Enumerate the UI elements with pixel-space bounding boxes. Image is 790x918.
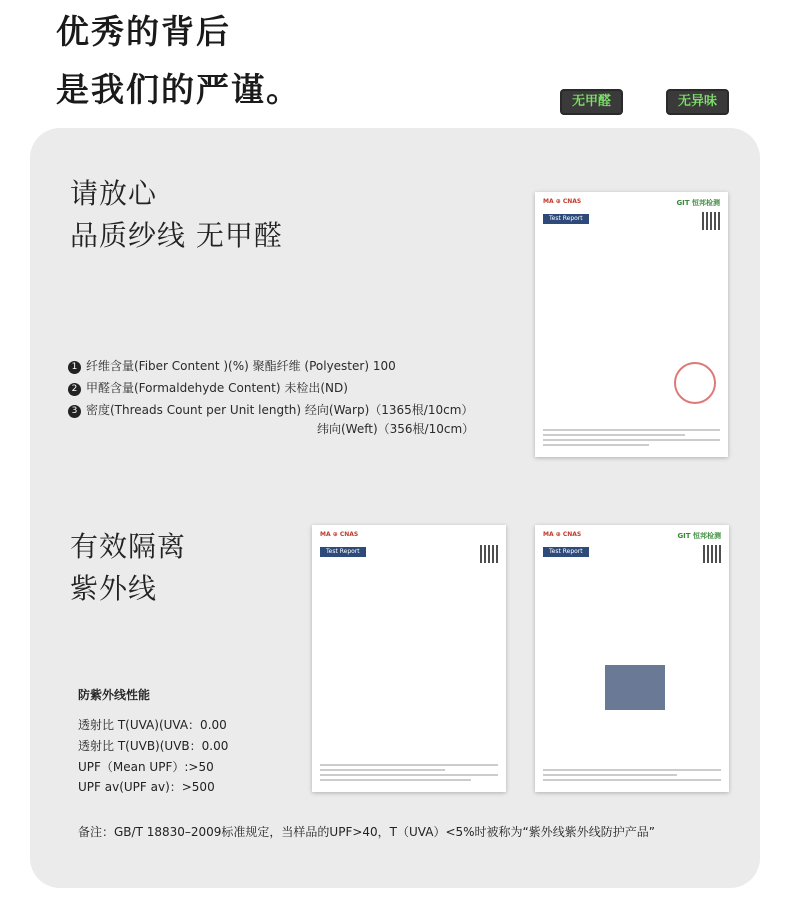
spec-item-3 — [68, 401, 473, 418]
doc-text-lines — [543, 766, 721, 784]
section1-title-1: 请放心 — [70, 177, 158, 210]
red-seal-icon — [674, 362, 716, 404]
spec-item-3-text: 密度(Threads Count per Unit length) 经向(Warp)（1365根/10cm） — [86, 403, 474, 417]
spec-item-1-text: 纤维含量(Fiber Content )(%) 聚酯纤维 (Polyester) 100 — [86, 359, 396, 373]
section2-title-1: 有效隔离 — [70, 530, 187, 563]
hero-line-2: 是我们的严谨。 — [56, 70, 301, 109]
fabric-sample-photo — [605, 665, 665, 710]
test-report-doc-1 — [535, 192, 728, 457]
uv-line-1: 透射比 T(UVA)(UVA：0.00 — [78, 718, 227, 732]
number-1-icon: 1 — [68, 361, 81, 374]
doc-text-lines — [320, 761, 498, 784]
number-3-icon: 3 — [68, 405, 81, 418]
spec-item-1 — [68, 357, 396, 374]
spec-item-2 — [68, 379, 348, 396]
spec-item-2-text: 甲醛含量(Formaldehyde Content) 未检出(ND) — [86, 381, 348, 395]
qr-code-icon — [703, 545, 721, 563]
badge-no-odor: 无异味 — [666, 89, 729, 115]
doc-text-lines — [543, 426, 720, 449]
doc-title: Test Report — [320, 547, 366, 557]
doc-title: Test Report — [543, 547, 589, 557]
uv-line-2: 透射比 T(UVB)(UVB：0.00 — [78, 739, 229, 753]
lab-brand: GIT 恒邦检测 — [677, 532, 721, 540]
qr-code-icon — [480, 545, 498, 563]
cert-logos: MA ⊕ CNAS — [543, 198, 582, 205]
doc-title: Test Report — [543, 214, 589, 224]
test-report-doc-3 — [535, 525, 729, 792]
uv-line-4: UPF av(UPF av)：>500 — [78, 780, 215, 794]
cert-logos: MA ⊕ CNAS — [320, 531, 359, 538]
qr-code-icon — [702, 212, 720, 230]
spec-item-3-weft: 纬向(Weft)（356根/10cm） — [317, 422, 475, 436]
lab-brand: GIT 恒邦检测 — [676, 199, 720, 207]
section1-title-2: 品质纱线 无甲醛 — [70, 219, 283, 252]
hero-line-1: 优秀的背后 — [56, 12, 231, 51]
badge-no-formaldehyde: 无甲醛 — [560, 89, 623, 115]
test-report-doc-2 — [312, 525, 506, 792]
section2-title-2: 紫外线 — [70, 572, 158, 605]
number-2-icon: 2 — [68, 383, 81, 396]
uv-line-3: UPF（Mean UPF）:>50 — [78, 760, 214, 774]
uv-heading: 防紫外线性能 — [78, 688, 151, 702]
cert-logos: MA ⊕ CNAS — [543, 531, 582, 538]
footer-note: 备注：GB/T 18830–2009标准规定，当样品的UPF>40，T（UVA）<5%时被称为“紫外线紫外线防护产品” — [78, 825, 655, 839]
